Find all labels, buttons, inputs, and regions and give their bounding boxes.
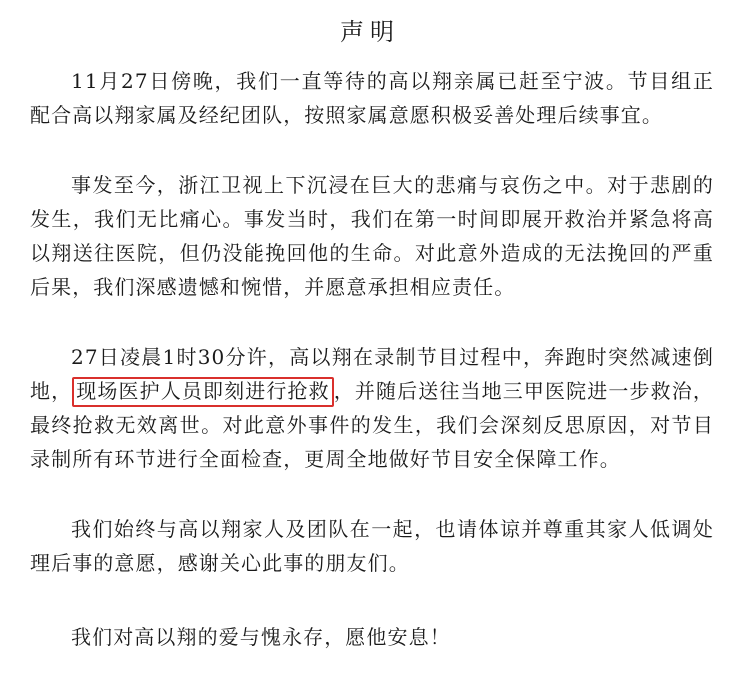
paragraph-condolence: 事发至今，浙江卫视上下沉浸在巨大的悲痛与哀伤之中。对于悲剧的发生，我们无比痛心。事发当时，我们在第一时间即展开救治并紧急将高以翔送往医院，但仍没能挽回他的生命。对此意外造成的无法挽回的严重后果，我们深感遗憾和惋惜，并愿意承担相应责任。 [30,173,714,299]
paragraph-support: 我们始终与高以翔家人及团队在一起，也请体谅并尊重其家人低调处理后事的意愿，感谢关心此事的朋友们。 [30,517,714,575]
paragraph-incident [30,340,714,476]
incident-text-after: ，并随后送往当地三甲医院进一步救治，最终抢救无效离世。对此意外事件的发生，我们会深刻反思原因，对节目录制所有环节进行全面检查，更周全地做好节目安全保障工作。 [30,379,715,471]
page-title: 声明 [340,18,400,46]
highlighted-rescue-text: 现场医护人员即刻进行抢救 [72,377,334,407]
paragraph-family-arrival: 11月27日傍晚，我们一直等待的高以翔亲属已赶至宁波。节目组正配合高以翔家属及经纪团队，按照家属意愿积极妥善处理后续事宜。 [30,69,714,127]
paragraph-farewell: 我们对高以翔的爱与愧永存，愿他安息！ [71,625,451,649]
incident-text-before: 27日凌晨1时30分许，高以翔在录制节目过程中，奔跑时突然减速倒地， [30,345,714,403]
